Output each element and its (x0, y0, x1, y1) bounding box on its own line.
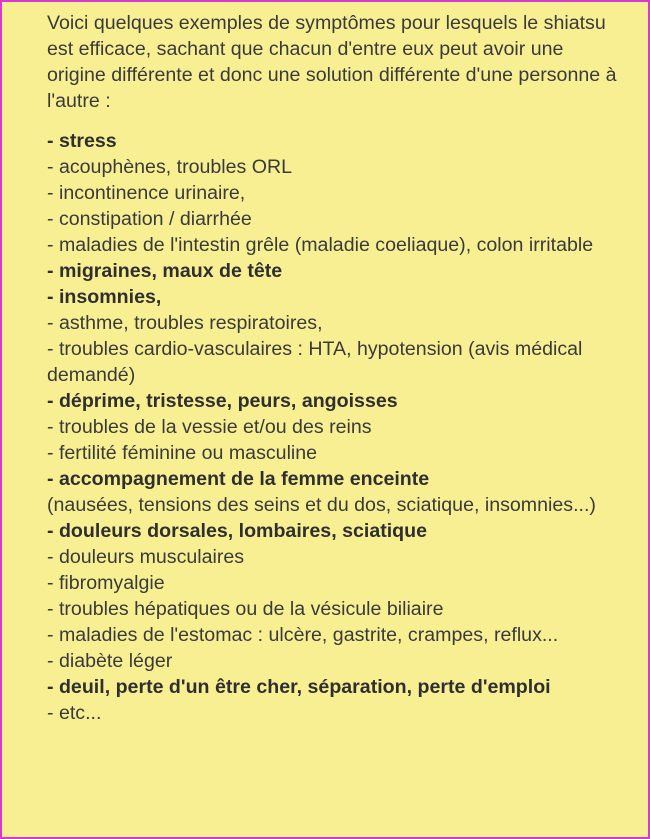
list-item: - constipation / diarrhée (47, 208, 252, 230)
list-item: - migraines, maux de tête (47, 260, 283, 282)
list-item: - accompagnement de la femme enceinte (47, 468, 430, 490)
list-item: - maladies de l'intestin grêle (maladie coeliaque), colon irritable (47, 234, 594, 256)
list-item: - maladies de l'estomac : ulcère, gastrite, crampes, reflux... (47, 624, 559, 646)
list-item: - stress (47, 130, 117, 152)
list-item: - fibromyalgie (47, 572, 165, 594)
list-item: - incontinence urinaire, (47, 182, 246, 204)
list-item: - asthme, troubles respiratoires, (47, 312, 323, 334)
list-item: - deuil, perte d'un être cher, séparation, perte d'emploi (47, 676, 551, 698)
list-item: - déprime, tristesse, peurs, angoisses (47, 390, 398, 412)
list-item: - troubles de la vessie et/ou des reins (47, 416, 372, 438)
list-item: - douleurs dorsales, lombaires, sciatique (47, 520, 428, 542)
text-block (47, 10, 627, 726)
list-item: - acouphènes, troubles ORL (47, 156, 293, 178)
symptom-list (47, 128, 627, 726)
list-item: - fertilité féminine ou masculine (47, 442, 318, 464)
list-item: - etc... (47, 702, 102, 724)
list-item: (nausées, tensions des seins et du dos, sciatique, insomnies...) (47, 494, 596, 516)
list-item: - diabète léger (47, 650, 173, 672)
list-item: - troubles hépatiques ou de la vésicule biliaire (47, 598, 444, 620)
intro-paragraph: Voici quelques exemples de symptômes pour lesquels le shiatsu est efficace, sachant que chacun d'entre eux peut avoir une origine différente et donc une solution différente d'une personne à l'autre : (47, 12, 617, 112)
list-item: - douleurs musculaires (47, 546, 245, 568)
list-item: - troubles cardio-vasculaires : HTA, hypotension (avis médical demandé) (47, 338, 583, 386)
list-item: - insomnies, (47, 286, 162, 308)
